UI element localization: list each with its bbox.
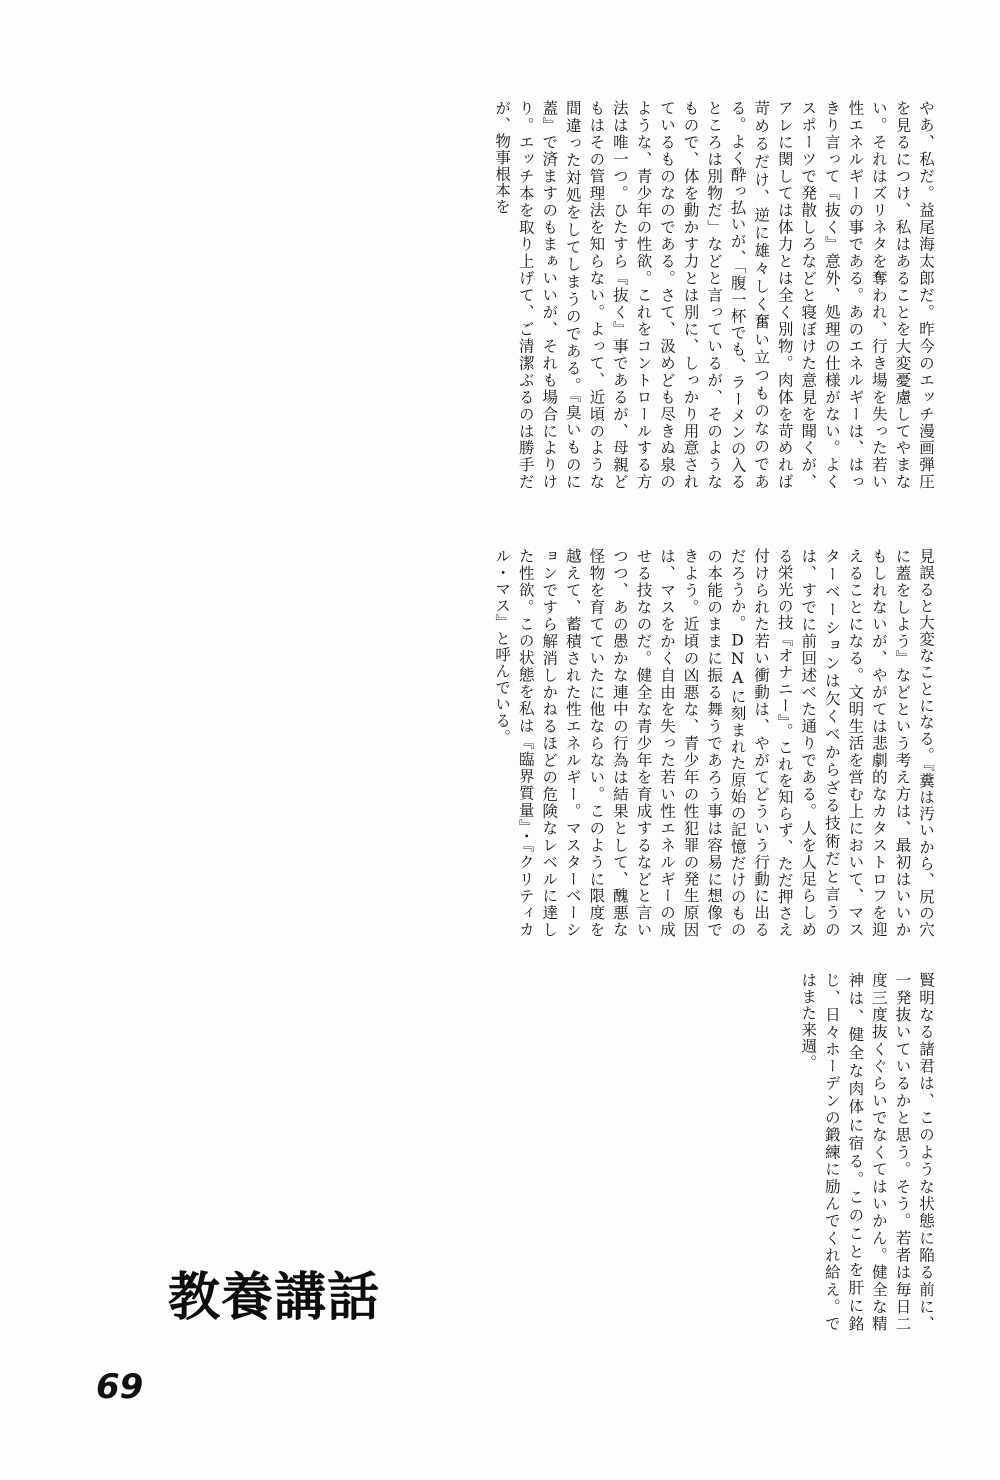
essay-body-part-1: やあ、私だ。益尾海太郎だ。昨今のエッチ漫画弾圧を見るにつけ、私はあることを大変憂慮してやまない。それはズリネタを奪われ、行き場を失った若い性エネルギーの事である。あのエネルギーは、はっきり言って『抜く』意外、処理の仕様がない。よくスポーツで発散しろなどと寝ぼけた意見を聞くが、アレに関しては体力とは全く別物。肉体を苛めれば苛めるだけ、逆に雄々しく奮い立つものなのである。よく酔っ払いが、「腹一杯でも、ラーメンの入るところは別物だ」などと言っているが、そのようなもので、体を動かす力とは別に、しっかり用意されているものなのである。さて、汲めども尽きぬ泉のような、青少年の性欲。これをコントロールする方法は唯一つ。ひたすら『抜く』事であるが、母親どもはその管理法を知らない。よって、近頃のような間違った対処をしてしまうのである。『臭いものに蓋』で済ますのもまぁいいが、それも場合によりけり。エッチ本を取り上げて、ご清潔ぶるのは勝手だが、物事根本を [493, 100, 935, 490]
essay-body-closing: 賢明なる諸君は、このような状態に陥る前に、一発抜いているかと思う。そう。若者は毎日二度三度抜くぐらいでなくてはいかん。健全な精神は、健全な肉体に宿る。このことを肝に銘じ、日々ホーデンの鍛練に励んでくれ給え。ではまた来週。 [799, 972, 935, 1332]
essay-body-part-2: 見誤ると大変なことになる。『糞は汚いから、尻の穴に蓋をしよう』などという考え方は、最初はいいかもしれないが、やがては悲劇的なカタストロフを迎えることになる。文明生活を営む上において、マスターベーションは欠くべからざる技術だと言うのは、すでに前回述べた通りである。人を人足らしめる栄光の技『オナニー』。これを知らず、ただ押さえ付けられた若い衝動は、やがてどういう行動に出るだろうか。DNAに刻まれた原始の記憶だけのものの本能のままに振る舞うであろう事は容易に想像できよう。近頃の凶悪な、青少年の性犯罪の発生原因は、マスをかく自由を失った若い性エネルギーの成せる技なのだ。健全な青少年を育成するなどと言いつつ、あの愚かな連中の行為は結果として、醜悪な怪物を育てていたに他ならない。このように限度を越えて、蓄積された性エネルギー。マスターベーションですら解消しかねるほどの危険なレベルに達した性欲。この状態を私は『臨界質量』・『クリティカル・マス』と呼んでいる。 [493, 548, 935, 938]
page-number: 69 [96, 1367, 144, 1407]
page-title: 教養講話 [168, 1268, 381, 1328]
